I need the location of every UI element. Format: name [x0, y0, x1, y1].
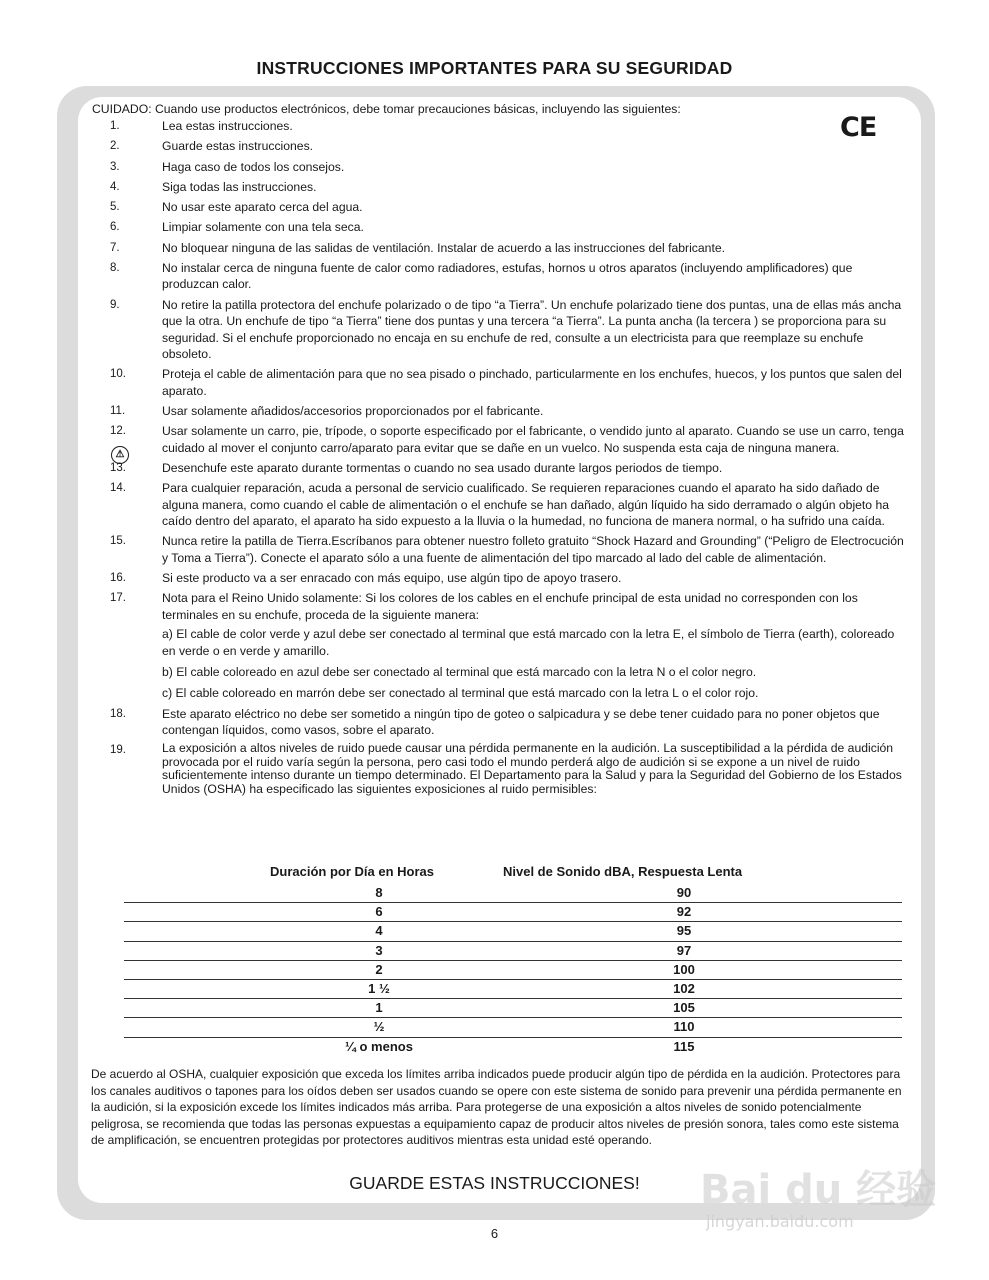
- table-row: [124, 999, 902, 1018]
- item-text: Guarde estas instrucciones.: [162, 139, 314, 154]
- item-number: 3.: [110, 160, 120, 173]
- table-row: [124, 1038, 902, 1056]
- item-text: Haga caso de todos los consejos.: [162, 159, 345, 174]
- baidu-watermark-url: jingyan.baidu.com: [706, 1212, 854, 1231]
- item-text: Si este producto va a ser enracado con más equipo, use algún tipo de apoyo trasero.: [162, 571, 622, 586]
- list-item: [110, 260, 905, 293]
- item17-sub-a: a) El cable de color verde y azul debe ser conectado al terminal que está marcado con la letra E, el símbolo de Tierra (earth), coloreado en verde o en verde y amarillo.: [162, 627, 895, 658]
- item-text: Usar solamente un carro, pie, trípode, o soporte especificado por el fabricante, o vendido junto al aparato. Cuando se use un carro, tenga cuidado al mover el conjunto carro/aparato para evitar que se dañe en un vuelco. No suspenda esta caja de ninguna manera.: [162, 424, 904, 455]
- level-cell: 95: [676, 923, 692, 939]
- item-number: 6.: [110, 221, 120, 234]
- item-text: No bloquear ninguna de las salidas de ventilación. Instalar de acuerdo a las instrucciones del fabricante.: [162, 240, 726, 255]
- list-item: [110, 742, 905, 796]
- level-cell: 102: [673, 980, 695, 996]
- hours-cell: 2: [375, 961, 383, 977]
- item-number: 15.: [110, 535, 126, 548]
- item-number: 7.: [110, 241, 120, 254]
- item-number: 19.: [110, 744, 126, 757]
- table-row: [124, 884, 902, 903]
- safety-instructions-list: [110, 118, 905, 800]
- item-number: 16.: [110, 572, 126, 585]
- list-item: [110, 590, 905, 701]
- table-row: [124, 1018, 902, 1037]
- osha-footer-paragraph: De acuerdo al OSHA, cualquier exposición que exceda los límites arriba indicados puede producir algún tipo de pérdida en la audición. Protectores para los canales auditivos o tapones para los oídos deben ser usados cuando se opere con este sistema de sonido para prevenir una pérdida permanente en la audición, si la exposición excede los límites indicados más arriba. Para protegerse de una exposición a altos niveles de sonido potencialmente peligrosa, se recomienda que todas las personas expuestas a equipamiento capaz de producir altos niveles de presión sonora, tales como este sistema de amplificación, se encuentren protegidas por protectores auditivos mientras esta unidad esté operando.: [91, 1067, 902, 1147]
- level-cell: 97: [676, 942, 692, 958]
- item-body: [162, 590, 905, 701]
- osha-noise-table: [124, 884, 902, 1056]
- caution-intro: CUIDADO: Cuando use productos electrónicos, debe tomar precauciones básicas, incluyendo las siguientes:: [92, 102, 681, 116]
- list-item: [110, 297, 905, 363]
- list-item: [110, 219, 905, 235]
- list-item: [110, 460, 905, 476]
- item-number: 11.: [110, 405, 126, 417]
- item-text: Nunca retire la patilla de Tierra.Escríbanos para obtener nuestro folleto gratuito “Shock Hazard and Grounding” (“Peligro de Electrocución y Toma a Tierra”). Conecte el aparato sólo a una fuente de alimentación del tipo marcado al lado del cable de alimentación.: [162, 534, 904, 565]
- item-text: La exposición a altos niveles de ruido puede causar una pérdida permanente en la audición. La susceptibilidad a la pérdida de audición provocada por el ruido varía según la persona, pero casi todo el mundo perderá algo de audición si se expone a un nivel de ruido suficientemente intenso durante un tiempo determinado. El Departamento para la Salud y para la Seguridad del Gobierno de los Estados Unidos (OSHA) ha especificado las siguientes exposiciones al ruido permisibles:: [162, 741, 902, 796]
- item17-sub-b: b) El cable coloreado en azul debe ser conectado al terminal que está marcado con la letra N o el color negro.: [162, 665, 757, 680]
- item-text: Nota para el Reino Unido solamente: Si los colores de los cables en el enchufe principal de esta unidad no corresponden con los terminales en su enchufe, proceda de la siguiente manera:: [162, 591, 858, 622]
- list-item: [110, 138, 905, 154]
- item-text: Lea estas instrucciones.: [162, 119, 293, 133]
- table-row: [124, 922, 902, 941]
- table-row: [124, 961, 902, 980]
- list-item: [110, 118, 905, 134]
- item-text: Para cualquier reparación, acuda a personal de servicio cualificado. Se requieren reparaciones cuando el aparato ha sido dañado de alguna manera, como cuando el cable de alimentación o el enchufe se han dañado, algún líquido ha sido derramado o algún objeto ha caído dentro del aparato, el aparato ha sido expuesto a la lluvia o la humedad, no funciona de manera normal, o ha sufrido una caída.: [162, 481, 890, 529]
- baidu-watermark-logo: Bai du 经验: [700, 1167, 937, 1213]
- item-number: 2.: [110, 140, 120, 153]
- hours-cell: ¼ o menos: [345, 1038, 413, 1054]
- item-number: 4.: [110, 180, 120, 193]
- hours-cell: 6: [375, 904, 383, 920]
- list-item: [110, 533, 905, 566]
- list-item: [110, 199, 905, 215]
- page-title: INSTRUCCIONES IMPORTANTES PARA SU SEGURIDAD: [256, 58, 733, 78]
- level-cell: 100: [673, 961, 695, 977]
- item-number: 12.: [110, 425, 126, 438]
- item-text: Desenchufe este aparato durante tormentas o cuando no sea usado durante largos periodos de tiempo.: [162, 461, 723, 475]
- table-row: [124, 903, 902, 922]
- item-text: Este aparato eléctrico no debe ser sometido a ningún tipo de goteo o salpicadura y se debe tener cuidado para no poner objetos que contengan líquidos, como vasos, sobre el aparato.: [162, 706, 880, 738]
- item-number: 9.: [110, 298, 120, 311]
- list-item: [110, 366, 905, 399]
- list-item: [110, 240, 905, 256]
- item-number: 5.: [110, 201, 120, 214]
- closing-heading: GUARDE ESTAS INSTRUCCIONES!: [349, 1173, 640, 1193]
- item-text: No retire la patilla protectora del enchufe polarizado o de tipo “a Tierra”. Un enchufe polarizado tiene dos puntas, una de ellas más ancha que la otra. Un enchufe de tipo “a Tierra” tiene dos puntas y una tercera “a Tierra”. La punta ancha (la tercera ) se proporciona para su seguridad. Si el enchufe proporcionado no encaja en su enchufe de red, consulte a un electricista para que reemplaze su enchufe obsoleto.: [162, 297, 902, 361]
- item-text: Limpiar solamente con una tela seca.: [162, 220, 364, 235]
- level-cell: 110: [673, 1019, 695, 1035]
- ce-mark-icon: CE: [840, 112, 877, 143]
- list-item: [110, 706, 905, 739]
- level-cell: 92: [676, 904, 692, 920]
- hours-cell: 4: [375, 923, 383, 939]
- item-number: 14.: [110, 482, 126, 495]
- hours-cell: 1: [375, 1000, 383, 1016]
- cart-tip-over-warning-icon: ⚠: [111, 446, 129, 464]
- page-number: 6: [490, 1226, 499, 1241]
- level-cell: 105: [673, 1000, 695, 1016]
- item-number: 1.: [110, 120, 120, 132]
- hours-cell: 3: [375, 942, 383, 958]
- osha-header-level: Nivel de Sonido dBA, Respuesta Lenta: [503, 864, 743, 879]
- item-text: Usar solamente añadidos/accesorios proporcionados por el fabricante.: [162, 404, 544, 418]
- item-number: 18.: [110, 707, 126, 720]
- list-item: [110, 570, 905, 586]
- item-text: Proteja el cable de alimentación para que no sea pisado o pinchado, particularmente en los enchufes, huecos, y los puntos que salen del aparato.: [162, 367, 902, 398]
- item17-sub-c: c) El cable coloreado en marrón debe ser conectado al terminal que está marcado con la letra L o el color rojo.: [162, 686, 759, 701]
- list-item: [110, 159, 905, 175]
- list-item: [110, 403, 905, 419]
- level-cell: 115: [673, 1038, 695, 1054]
- list-item: [110, 179, 905, 195]
- hours-cell: 1 ½: [368, 980, 390, 996]
- item-number: 8.: [110, 262, 120, 275]
- item-text: Siga todas las instrucciones.: [162, 179, 317, 194]
- hours-cell: 8: [375, 885, 383, 900]
- table-row: [124, 942, 902, 961]
- list-item: [110, 480, 905, 529]
- table-row: [124, 980, 902, 999]
- item-text: No usar este aparato cerca del agua.: [162, 200, 363, 215]
- osha-header-hours: Duración por Día en Horas: [270, 864, 434, 879]
- level-cell: 90: [676, 885, 692, 900]
- item-number: 13.: [110, 462, 126, 474]
- item-text: No instalar cerca de ninguna fuente de calor como radiadores, estufas, hornos u otros aparatos (incluyendo amplificadores) que produzcan calor.: [162, 261, 853, 292]
- item-number: 10.: [110, 368, 126, 381]
- item-number: 17.: [110, 592, 126, 605]
- list-item: [110, 423, 905, 456]
- hours-cell: ½: [373, 1019, 385, 1035]
